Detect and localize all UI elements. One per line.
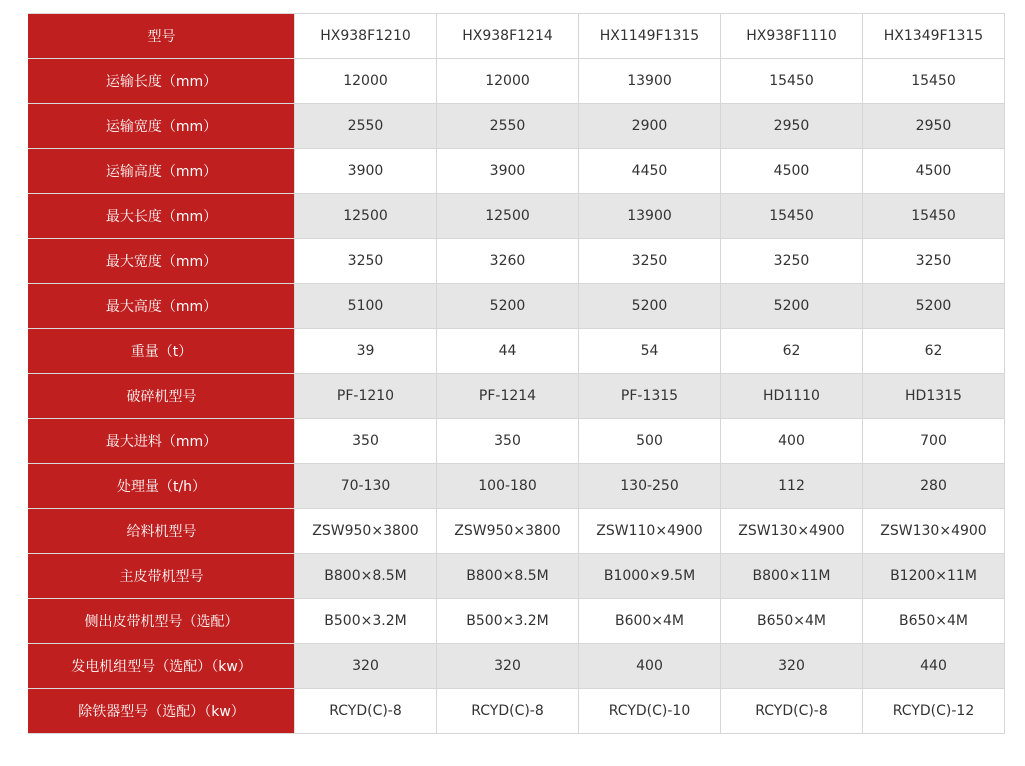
table-cell: 15450 — [863, 194, 1005, 239]
row-label-cell: 发电机组型号（选配）（kw） — [29, 644, 295, 689]
row-label-cell: 运输长度（mm） — [29, 59, 295, 104]
table-cell: ZSW950×3800 — [437, 509, 579, 554]
table-cell: 5200 — [437, 284, 579, 329]
table-cell: PF-1210 — [295, 374, 437, 419]
row-label-cell: 运输高度（mm） — [29, 149, 295, 194]
model-header-cell: HX938F1214 — [437, 14, 579, 59]
table-cell: 3900 — [437, 149, 579, 194]
table-row — [29, 59, 1005, 104]
table-cell: RCYD(C)-12 — [863, 689, 1005, 734]
table-cell: 62 — [863, 329, 1005, 374]
table-cell: 4500 — [863, 149, 1005, 194]
table-cell: B800×8.5M — [295, 554, 437, 599]
table-cell: RCYD(C)-10 — [579, 689, 721, 734]
table-cell: 2950 — [721, 104, 863, 149]
table-row — [29, 419, 1005, 464]
row-label-cell: 重量（t） — [29, 329, 295, 374]
row-label-cell: 除铁器型号（选配）（kw） — [29, 689, 295, 734]
table-cell: 15450 — [721, 194, 863, 239]
table-cell: 4450 — [579, 149, 721, 194]
header-label-cell: 型号 — [29, 14, 295, 59]
table-cell: 500 — [579, 419, 721, 464]
table-cell: 5100 — [295, 284, 437, 329]
table-cell: 39 — [295, 329, 437, 374]
table-row — [29, 464, 1005, 509]
table-cell: RCYD(C)-8 — [295, 689, 437, 734]
table-cell: 3900 — [295, 149, 437, 194]
table-cell: 2950 — [863, 104, 1005, 149]
table-row — [29, 149, 1005, 194]
table-cell: 3250 — [863, 239, 1005, 284]
table-cell: HD1110 — [721, 374, 863, 419]
table-cell: B800×11M — [721, 554, 863, 599]
table-cell: B500×3.2M — [295, 599, 437, 644]
row-label-cell: 最大宽度（mm） — [29, 239, 295, 284]
table-cell: 320 — [295, 644, 437, 689]
table-cell: 5200 — [579, 284, 721, 329]
table-cell: 112 — [721, 464, 863, 509]
table-cell: 62 — [721, 329, 863, 374]
table-cell: ZSW130×4900 — [721, 509, 863, 554]
model-header-cell: HX1349F1315 — [863, 14, 1005, 59]
row-label-cell: 最大进料（mm） — [29, 419, 295, 464]
table-cell: 130-250 — [579, 464, 721, 509]
table-row — [29, 689, 1005, 734]
table-row — [29, 644, 1005, 689]
table-cell: 4500 — [721, 149, 863, 194]
table-cell: B800×8.5M — [437, 554, 579, 599]
table-cell: 320 — [437, 644, 579, 689]
table-cell: 2550 — [295, 104, 437, 149]
row-label-cell: 给料机型号 — [29, 509, 295, 554]
row-label-cell: 破碎机型号 — [29, 374, 295, 419]
table-cell: 12500 — [437, 194, 579, 239]
table-cell: 440 — [863, 644, 1005, 689]
row-label-cell: 处理量（t/h） — [29, 464, 295, 509]
spec-table-container — [28, 13, 1005, 734]
table-cell: 5200 — [721, 284, 863, 329]
table-cell: 2900 — [579, 104, 721, 149]
table-cell: ZSW950×3800 — [295, 509, 437, 554]
table-cell: 70-130 — [295, 464, 437, 509]
table-row — [29, 284, 1005, 329]
table-cell: RCYD(C)-8 — [437, 689, 579, 734]
spec-table — [28, 13, 1005, 734]
row-label-cell: 主皮带机型号 — [29, 554, 295, 599]
table-cell: 350 — [437, 419, 579, 464]
table-row — [29, 104, 1005, 149]
table-cell: B650×4M — [863, 599, 1005, 644]
table-cell: B1000×9.5M — [579, 554, 721, 599]
table-cell: PF-1315 — [579, 374, 721, 419]
table-cell: 13900 — [579, 59, 721, 104]
table-cell: 15450 — [863, 59, 1005, 104]
table-cell: ZSW110×4900 — [579, 509, 721, 554]
table-cell: 13900 — [579, 194, 721, 239]
table-cell: 400 — [721, 419, 863, 464]
table-cell: 400 — [579, 644, 721, 689]
table-cell: PF-1214 — [437, 374, 579, 419]
model-header-cell: HX938F1110 — [721, 14, 863, 59]
table-cell: 44 — [437, 329, 579, 374]
model-header-cell: HX938F1210 — [295, 14, 437, 59]
table-cell: B650×4M — [721, 599, 863, 644]
table-cell: 3260 — [437, 239, 579, 284]
table-cell: B600×4M — [579, 599, 721, 644]
table-cell: 12000 — [437, 59, 579, 104]
table-cell: 3250 — [721, 239, 863, 284]
table-cell: 280 — [863, 464, 1005, 509]
table-row — [29, 509, 1005, 554]
table-cell: B500×3.2M — [437, 599, 579, 644]
table-header-row — [29, 14, 1005, 59]
row-label-cell: 侧出皮带机型号（选配） — [29, 599, 295, 644]
table-row — [29, 599, 1005, 644]
table-row — [29, 329, 1005, 374]
table-row — [29, 374, 1005, 419]
table-cell: 12000 — [295, 59, 437, 104]
row-label-cell: 最大长度（mm） — [29, 194, 295, 239]
model-header-cell: HX1149F1315 — [579, 14, 721, 59]
table-cell: 15450 — [721, 59, 863, 104]
table-cell: 12500 — [295, 194, 437, 239]
table-cell: 350 — [295, 419, 437, 464]
table-cell: 3250 — [579, 239, 721, 284]
table-cell: 700 — [863, 419, 1005, 464]
table-cell: 100-180 — [437, 464, 579, 509]
table-cell: B1200×11M — [863, 554, 1005, 599]
table-cell: ZSW130×4900 — [863, 509, 1005, 554]
table-cell: 5200 — [863, 284, 1005, 329]
table-row — [29, 554, 1005, 599]
row-label-cell: 运输宽度（mm） — [29, 104, 295, 149]
table-row — [29, 194, 1005, 239]
table-cell: 2550 — [437, 104, 579, 149]
table-cell: 3250 — [295, 239, 437, 284]
table-cell: HD1315 — [863, 374, 1005, 419]
table-cell: 320 — [721, 644, 863, 689]
row-label-cell: 最大高度（mm） — [29, 284, 295, 329]
table-cell: RCYD(C)-8 — [721, 689, 863, 734]
table-cell: 54 — [579, 329, 721, 374]
table-row — [29, 239, 1005, 284]
